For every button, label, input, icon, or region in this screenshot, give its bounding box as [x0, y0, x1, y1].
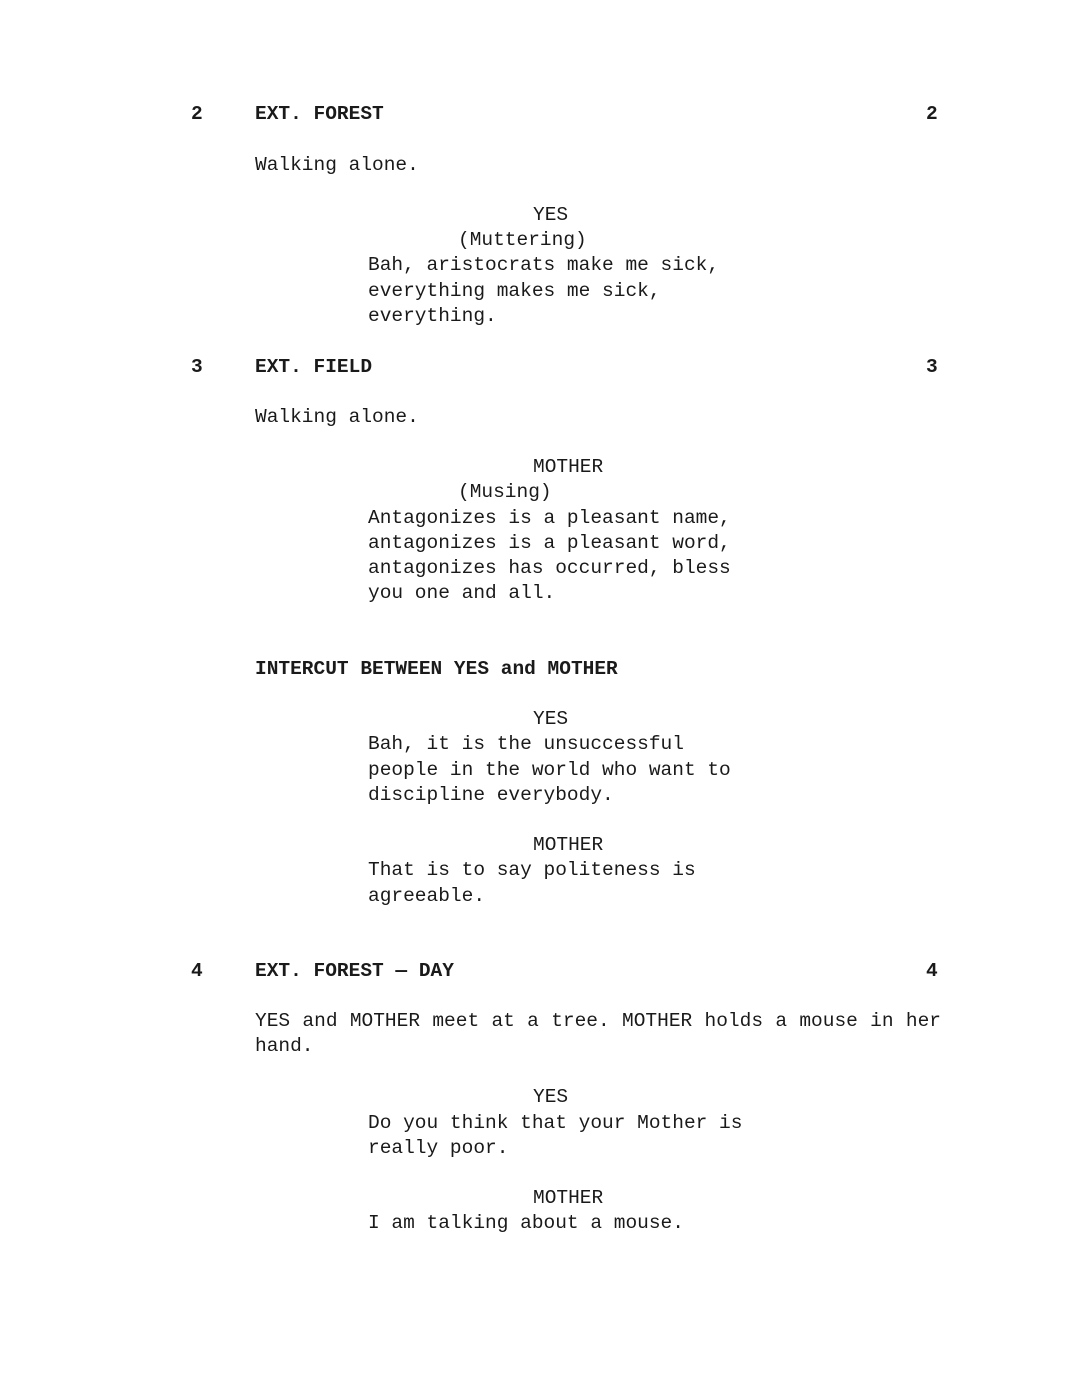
- scene-number-right: 4: [926, 960, 938, 982]
- scene-heading: EXT. FOREST — DAY: [255, 960, 454, 982]
- dialogue-line: really poor.: [368, 1137, 509, 1159]
- character-name: MOTHER: [533, 456, 604, 478]
- dialogue-line: agreeable.: [368, 885, 486, 907]
- dialogue-line: That is to say politeness is: [368, 859, 696, 881]
- action-line: Walking alone.: [255, 154, 419, 176]
- scene-heading: EXT. FIELD: [255, 356, 373, 378]
- dialogue-line: Antagonizes is a pleasant name,: [368, 507, 731, 529]
- dialogue-line: Bah, aristocrats make me sick,: [368, 254, 720, 276]
- scene-number-left: 2: [191, 103, 203, 125]
- dialogue-line: you one and all.: [368, 582, 556, 604]
- scene-number-right: 2: [926, 103, 938, 125]
- dialogue-line: people in the world who want to: [368, 759, 731, 781]
- scene-heading: EXT. FOREST: [255, 103, 384, 125]
- parenthetical: (Muttering): [458, 229, 587, 251]
- character-name: YES: [533, 1086, 569, 1108]
- character-name: MOTHER: [533, 834, 604, 856]
- character-name: YES: [533, 204, 569, 226]
- scene-number-right: 3: [926, 356, 938, 378]
- dialogue-line: antagonizes is a pleasant word,: [368, 532, 731, 554]
- dialogue-line: discipline everybody.: [368, 784, 614, 806]
- scene-number-left: 3: [191, 356, 203, 378]
- dialogue-line: I am talking about a mouse.: [368, 1212, 684, 1234]
- action-line: Walking alone.: [255, 406, 419, 428]
- dialogue-line: Do you think that your Mother is: [368, 1112, 743, 1134]
- character-name: MOTHER: [533, 1187, 604, 1209]
- dialogue-line: antagonizes has occurred, bless: [368, 557, 731, 579]
- intercut-heading: INTERCUT BETWEEN YES and MOTHER: [255, 658, 618, 680]
- dialogue-line: everything.: [368, 305, 497, 327]
- dialogue-line: everything makes me sick,: [368, 280, 661, 302]
- action-paragraph: YES and MOTHER meet at a tree. MOTHER holds a mouse in her hand.: [255, 1010, 941, 1057]
- scene-number-left: 4: [191, 960, 203, 982]
- character-name: YES: [533, 708, 569, 730]
- dialogue-line: Bah, it is the unsuccessful: [368, 733, 684, 755]
- parenthetical: (Musing): [458, 481, 552, 503]
